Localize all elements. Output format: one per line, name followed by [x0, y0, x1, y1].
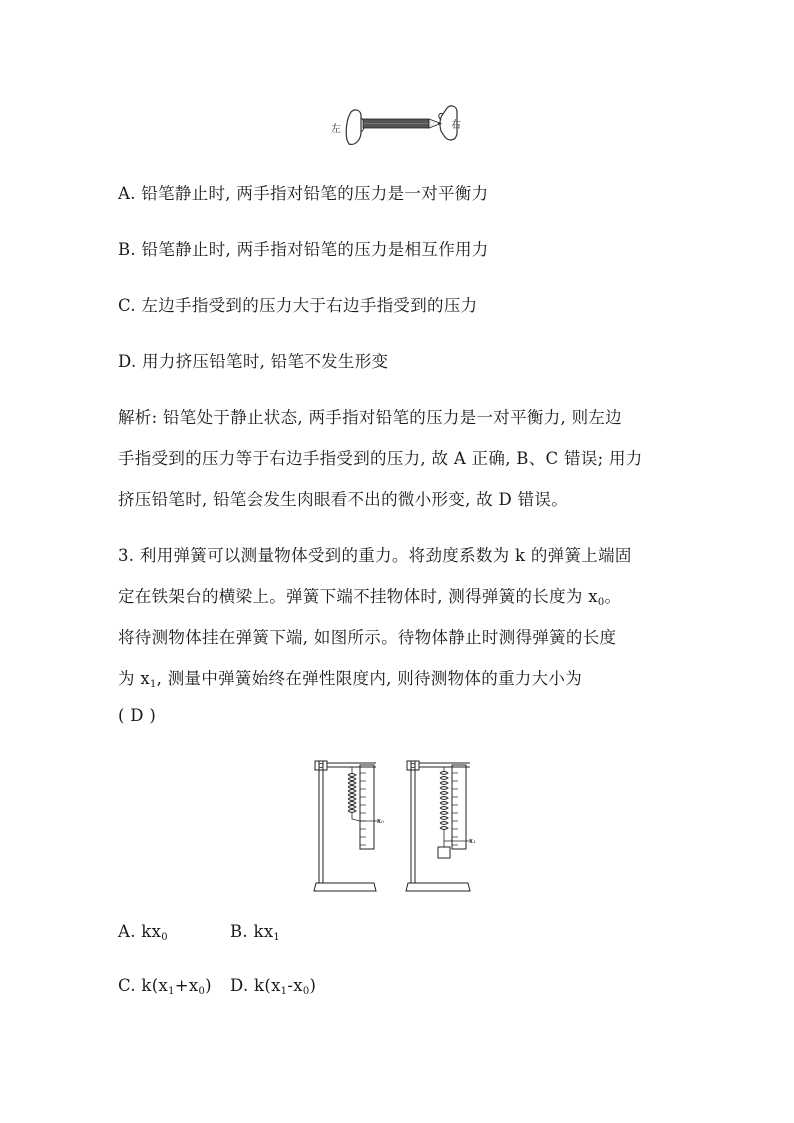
right-label: 右 [451, 120, 461, 131]
q3-answer: ( D ) [118, 706, 157, 725]
analysis-line-2: 手指受到的压力等于右边手指受到的压力, 故 A 正确, B、C 错误; 用力 [118, 449, 643, 468]
pencil-figure [325, 100, 475, 155]
left-label: 左 [331, 124, 341, 135]
analysis-line-3: 挤压铅笔时, 铅笔会发生肉眼看不出的微小形变, 故 D 错误。 [118, 490, 568, 509]
q2-option-c: C. 左边手指受到的压力大于右边手指受到的压力 [118, 296, 478, 315]
q2-option-b: B. 铅笔静止时, 两手指对铅笔的压力是相互作用力 [118, 240, 489, 259]
q3-option-c: C. $k(x_1+x_0)$ [118, 976, 212, 997]
q3-option-d: D. $k(x_1-x_0)$ [230, 976, 317, 997]
analysis-line-1: 解析: 铅笔处于静止状态, 两手指对铅笔的压力是一对平衡力, 则左边 [118, 408, 622, 427]
right-stand [406, 761, 476, 891]
spring-figure [310, 755, 490, 895]
x1-label: x₁ [469, 837, 476, 845]
q2-option-d: D. 用力挤压铅笔时, 铅笔不发生形变 [118, 352, 389, 371]
left-stand [314, 761, 384, 891]
x0-label: x₀ [377, 817, 384, 825]
q3-option-b: B. $kx_1$ [230, 922, 281, 943]
q2-option-a: A. 铅笔静止时, 两手指对铅笔的压力是一对平衡力 [118, 184, 489, 203]
q3-line-1: 3. 利用弹簧可以测量物体受到的重力。将劲度系数为 k 的弹簧上端固 [118, 546, 632, 565]
q3-line-3: 将待测物体挂在弹簧下端, 如图所示。待物体静止时测得弹簧的长度 [118, 628, 617, 647]
q3-line-4: 为 $x_1$, 测量中弹簧始终在弹性限度内, 则待测物体的重力大小为 [118, 669, 583, 690]
q3-line-2: 定在铁架台的横梁上。弹簧下端不挂物体时, 测得弹簧的长度为 $x_0$。 [118, 587, 622, 608]
q3-option-a: A. $kx_0$ [118, 922, 168, 943]
